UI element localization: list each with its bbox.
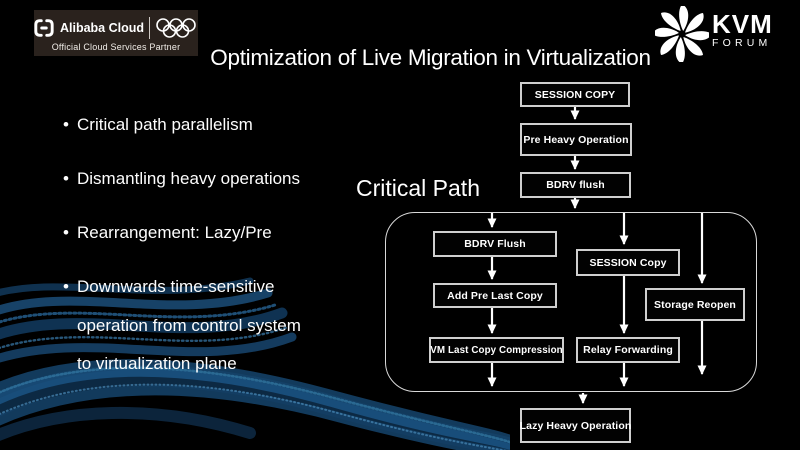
alibaba-cloud-logo-icon: [33, 18, 55, 38]
olympic-rings-icon: [155, 16, 199, 40]
alibaba-cloud-wordmark: Alibaba Cloud: [59, 20, 145, 35]
bullet-line: [63, 223, 272, 243]
bullet-line: [63, 277, 274, 297]
bullet-marker: •: [63, 277, 69, 296]
bullet-text: Critical path parallelism: [77, 115, 253, 134]
node-lazy-heavy-operation: Lazy Heavy Operation: [520, 408, 631, 443]
bullet-marker: •: [63, 223, 69, 242]
bullet-text: Downwards time-sensitive: [77, 277, 275, 296]
node-relay-forwarding: Relay Forwarding: [576, 337, 680, 363]
bullet-marker: •: [63, 115, 69, 134]
bullet-line: [63, 316, 301, 336]
page-title: Optimization of Live Migration in Virtualization: [210, 45, 651, 70]
bullet-text: to virtualization plane: [77, 354, 237, 373]
node-session-copy: SESSION Copy: [576, 249, 680, 276]
node-bdrv-flush: BDRV Flush: [433, 231, 557, 257]
bullet-line: [63, 115, 253, 135]
badge-divider: [149, 17, 150, 39]
bullet-text: Dismantling heavy operations: [77, 169, 301, 188]
kvm-wordmark: KVM: [712, 9, 773, 39]
alibaba-cloud-badge: [34, 10, 198, 56]
node-add-pre-last-copy: Add Pre Last Copy: [433, 283, 557, 308]
partner-tagline: Official Cloud Services Partner: [51, 41, 181, 52]
node-bdrv-flush-top: BDRV flush: [520, 172, 631, 198]
bullet-marker: •: [63, 169, 69, 188]
bullet-text: operation from control system: [77, 316, 301, 335]
node-vm-last-copy-compression: VM Last Copy Compression: [429, 337, 564, 363]
kvm-forum-label: FORUM: [712, 37, 772, 49]
node-session-copy-top: SESSION COPY: [520, 82, 630, 107]
node-storage-reopen: Storage Reopen: [645, 288, 745, 321]
bullet-text: Rearrangement: Lazy/Pre: [77, 223, 272, 242]
node-pre-heavy-operation: Pre Heavy Operation: [520, 123, 632, 156]
bullet-line: [63, 354, 237, 374]
critical-path-label: Critical Path: [356, 175, 480, 201]
bullet-line: [63, 169, 300, 189]
